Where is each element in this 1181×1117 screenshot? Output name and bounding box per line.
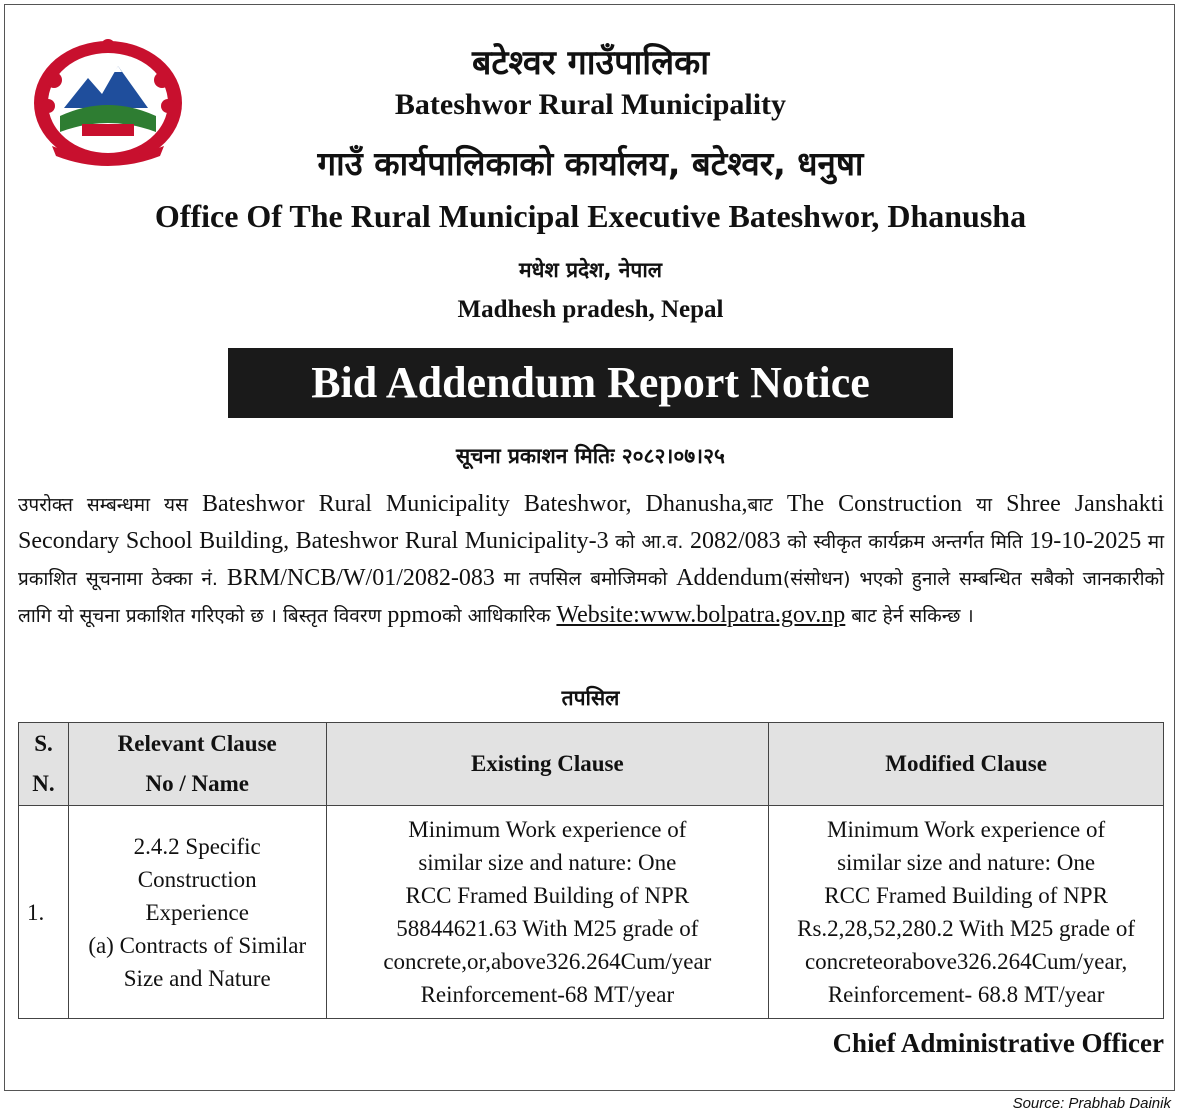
details-heading: तपसिल <box>561 686 620 710</box>
header-modified-clause: Modified Clause <box>769 723 1164 806</box>
cell-relevant-clause: 2.4.2 Specific Construction Experience (a) Contracts of Similar Size and Nature <box>68 806 326 1019</box>
table-row <box>19 806 1164 1019</box>
province-nepali: मधेश प्रदेश, नेपाल <box>519 258 662 282</box>
office-name-nepali: गाउँ कार्यपालिकाको कार्यालय, बटेश्वर, धनुषा <box>317 144 864 183</box>
cell-sn: 1. <box>19 806 69 1019</box>
municipality-name-english: Bateshwor Rural Municipality <box>394 88 787 121</box>
source-credit: Source: Prabhab Dainik <box>1012 1095 1171 1112</box>
addendum-table <box>18 722 1164 1019</box>
table-header-row <box>19 723 1164 806</box>
province-english: Madhesh pradesh, Nepal <box>457 296 724 323</box>
municipality-name-nepali: बटेश्वर गाउँपालिका <box>471 43 710 83</box>
cell-modified-clause: Minimum Work experience of similar size and nature: One RCC Framed Building of NPR Rs.2,28,52,280.2 With M25 grade of concreteorabove326.264Cum/year, Reinforcement- 68.8 MT/year <box>769 806 1164 1019</box>
office-name-english: Office Of The Rural Municipal Executive Bateshwor, Dhanusha <box>154 198 1027 234</box>
cell-existing-clause: Minimum Work experience of similar size and nature: One RCC Framed Building of NPR 58844621.63 With M25 grade of concrete,or,above326.264Cum/year Reinforcement-68 MT/year <box>326 806 769 1019</box>
notice-body: उपरोक्त सम्बन्धमा यस Bateshwor Rural Municipality Bateshwor, Dhanusha,बाट The Construction या Shree Janshakti Secondary School Building, Bateshwor Rural Municipality-3 को आ.व. 2082/083 को स्वीकृत कार्यक्रम अन्तर्गत मिति 19-10-2025 मा प्रकाशित सूचनामा ठेक्का नं. BRM/NCB/W/01/2082-083 मा तपसिल बमोजिमको Addendum(संसोधन) भएको हुनाले सम्बन्धित सबैको जानकारीको लागि यो सूचना प्रकाशित गरिएको छ । बिस्तृत विवरण ppmoको आधिकारिक Website:www.bolpatra.gov.np बाट हेर्न सकिन्छ । <box>18 491 1165 628</box>
bolpatra-website-link[interactable]: Website:www.bolpatra.gov.np <box>556 602 846 628</box>
publish-date: सूचना प्रकाशन मितिः २०८२।०७।२५ <box>456 444 725 468</box>
signoff-title: Chief Administrative Officer <box>832 1028 1164 1058</box>
header-sn: S. N. <box>19 723 69 806</box>
header-existing-clause: Existing Clause <box>326 723 769 806</box>
header-relevant-clause: Relevant Clause No / Name <box>68 723 326 806</box>
notice-title-banner: Bid Addendum Report Notice <box>228 348 953 418</box>
